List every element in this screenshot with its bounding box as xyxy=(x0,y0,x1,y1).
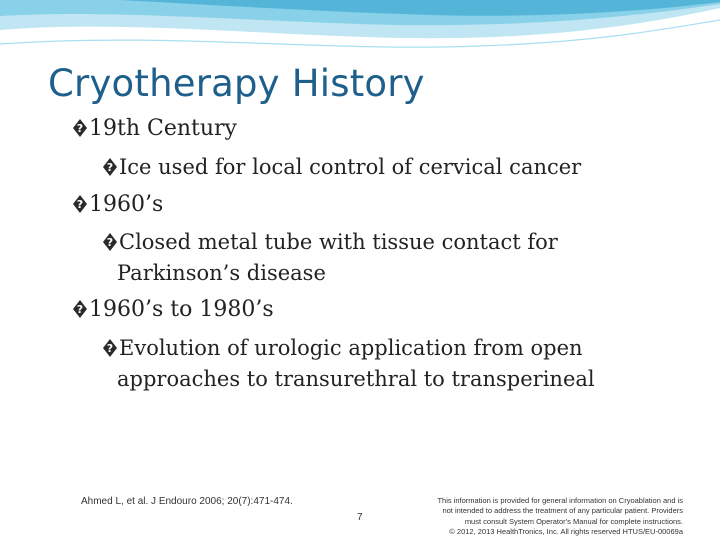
missing-glyph-bullet-icon xyxy=(102,338,118,358)
svg-text:?: ? xyxy=(106,342,114,355)
missing-glyph-bullet-icon xyxy=(72,299,88,319)
page-number: 7 xyxy=(357,512,363,523)
bullet-text: 1960’s to 1980’s xyxy=(89,297,274,322)
bullet-text: Ice used for local control of cervical cancer xyxy=(119,155,582,179)
bullet-text: Closed metal tube with tissue contact for xyxy=(119,230,558,254)
missing-glyph-bullet-icon xyxy=(72,194,88,214)
missing-glyph-bullet-icon xyxy=(72,118,88,138)
bullet-continuation-line: Parkinson’s disease xyxy=(117,261,326,285)
slide-title: Cryotherapy History xyxy=(48,62,425,105)
citation: Ahmed L, et al. J Endouro 2006; 20(7):471-474. xyxy=(81,496,293,507)
disclaimer-line: not intended to address the treatment of any particular patient. Providers xyxy=(442,506,683,516)
svg-text:?: ? xyxy=(76,303,84,316)
missing-glyph-bullet-icon xyxy=(102,157,118,177)
svg-text:?: ? xyxy=(76,198,84,211)
bullet-text: 1960’s xyxy=(89,192,164,217)
bullet-level1-19th-century xyxy=(72,116,237,141)
disclaimer-line: © 2012, 2013 HealthTronics, Inc. All rights reserved HTUS/EU-00069a xyxy=(449,527,683,537)
bullet-level2-closed-metal-tube xyxy=(102,230,558,254)
bullet-level2-evolution xyxy=(102,336,583,360)
bullet-text: 19th Century xyxy=(89,116,237,141)
disclaimer xyxy=(398,496,683,538)
bullet-continuation-line: approaches to transurethral to transperineal xyxy=(117,367,595,391)
disclaimer-line: must consult System Operator's Manual for complete instructions. xyxy=(464,516,683,526)
bullet-level1-1960s-to-1980s xyxy=(72,297,274,322)
bullet-level1-1960s xyxy=(72,192,163,217)
missing-glyph-bullet-icon xyxy=(102,232,118,252)
svg-text:?: ? xyxy=(106,161,114,174)
decorative-wave-header xyxy=(0,0,720,70)
disclaimer-line: This information is provided for general information on Cryoablation and is xyxy=(437,496,683,505)
bullet-level2-ice xyxy=(102,155,581,179)
bullet-text: Evolution of urologic application from open xyxy=(119,336,583,360)
svg-text:?: ? xyxy=(106,236,114,249)
svg-text:?: ? xyxy=(76,122,84,135)
